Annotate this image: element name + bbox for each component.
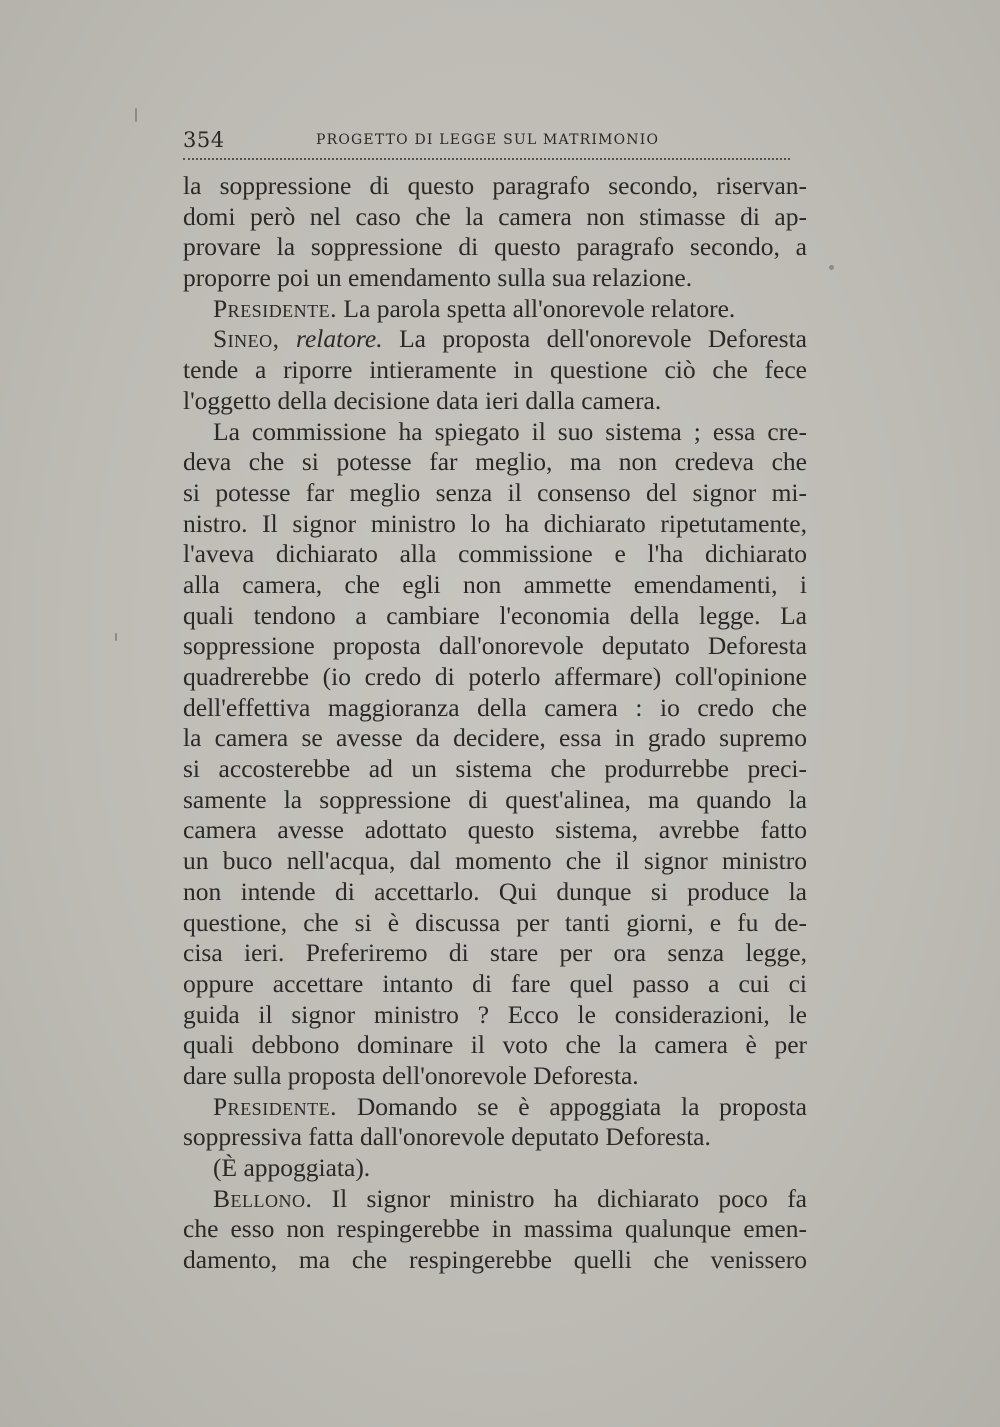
text-line: la camera se avesse da decidere, essa in grado supremo (183, 723, 807, 753)
text-line: tende a riporre intieramente in questione ciò che fece (183, 355, 807, 385)
text-line: oppure accettare intanto di fare quel passo a cui ci (183, 968, 807, 998)
text-line: quali tendono a cambiare l'economia della legge. La (183, 600, 807, 630)
text-line: si accosterebbe ad un sistema che produrrebbe preci- (183, 754, 807, 784)
text-line: camera avesse adottato questo sistema, avrebbe fatto (183, 815, 807, 845)
text-line: cisa ieri. Preferiremo di stare per ora senza legge, (183, 938, 807, 968)
speaker-name: Bellono. (213, 1183, 313, 1213)
stage-direction: (È appoggiata). (213, 1153, 371, 1182)
text-line: Domando se è appoggiata la proposta (356, 1091, 807, 1121)
running-title: PROGETTO DI LEGGE SUL MATRIMONIO (316, 132, 660, 148)
paragraph-presidente-1 (183, 294, 807, 325)
text-line: quali debbono dominare il voto che la camera è per (183, 1030, 807, 1060)
text-line: alla camera, che egli non ammette emendamenti, i (183, 569, 807, 599)
text-line: un buco nell'acqua, dal momento che il signor ministro (183, 846, 807, 876)
speaker-name: Presidente. (213, 1091, 338, 1121)
text-line: samente la soppressione di quest'alinea, ma quando la (183, 784, 807, 814)
text-line: soppressione proposta dall'onorevole deputato Deforesta (183, 631, 807, 661)
text-line: l'oggetto della decisione data ieri dalla camera. (183, 385, 662, 415)
text-line: la soppressione di questo paragrafo secondo, riservan- (183, 171, 807, 200)
speaker-name: Sineo, (213, 324, 280, 354)
text-line: dare sulla proposta dell'onorevole Deforesta. (183, 1060, 639, 1090)
paper-speck (115, 633, 117, 641)
text-line: provare la soppressione di questo paragrafo secondo, a (183, 232, 807, 262)
speaker-role: relatore. (295, 324, 383, 354)
text-line: non intende di accettarlo. Qui dunque si produce la (183, 876, 807, 906)
paragraph-presidente-2 (183, 1092, 807, 1123)
text-line: guida il signor ministro ? Ecco le considerazioni, le (183, 999, 807, 1029)
text-line: domi però nel caso che la camera non stimasse di ap- (183, 201, 807, 231)
text-line: si potesse far meglio senza il consenso del signor mi- (183, 477, 807, 507)
text-line: quadrerebbe (io credo di poterlo affermare) coll'opinione (183, 662, 807, 691)
text-line: deva che si potesse far meglio, ma non credeva che (183, 447, 807, 477)
text-line: dell'effettiva maggioranza della camera : io credo che (183, 692, 807, 722)
text-line: Il signor ministro ha dichiarato poco fa (331, 1183, 808, 1213)
text-line: l'aveva dichiarato alla commissione e l'ha dichiarato (183, 539, 807, 569)
paper-speck (829, 265, 834, 270)
page-header (183, 128, 790, 156)
paragraph-bellono (183, 1184, 807, 1215)
paper-speck (135, 108, 137, 122)
text-line: damento, ma che respingerebbe quelli che venissero (183, 1245, 807, 1275)
text-line: questione, che si è discussa per tanti giorni, e fu de- (183, 907, 807, 937)
text-line: La commissione ha spiegato il suo sistema ; essa cre- (213, 416, 807, 446)
text-line: La proposta dell'onorevole Deforesta (399, 324, 807, 354)
text-line: nistro. Il signor ministro lo ha dichiarato ripetutamente, (183, 508, 807, 538)
text-line: La parola spetta all'onorevole relatore. (343, 293, 736, 323)
text-line: proporre poi un emendamento sulla sua relazione. (183, 263, 693, 293)
text-line: soppressiva fatta dall'onorevole deputato Deforesta. (183, 1122, 711, 1152)
page-number: 354 (183, 128, 225, 152)
body-text (183, 171, 807, 1276)
paragraph-sineo (183, 324, 807, 355)
text-line: che esso non respingerebbe in massima qualunque emen- (183, 1214, 807, 1244)
speaker-name: Presidente. (213, 293, 338, 323)
header-rule (183, 158, 790, 160)
